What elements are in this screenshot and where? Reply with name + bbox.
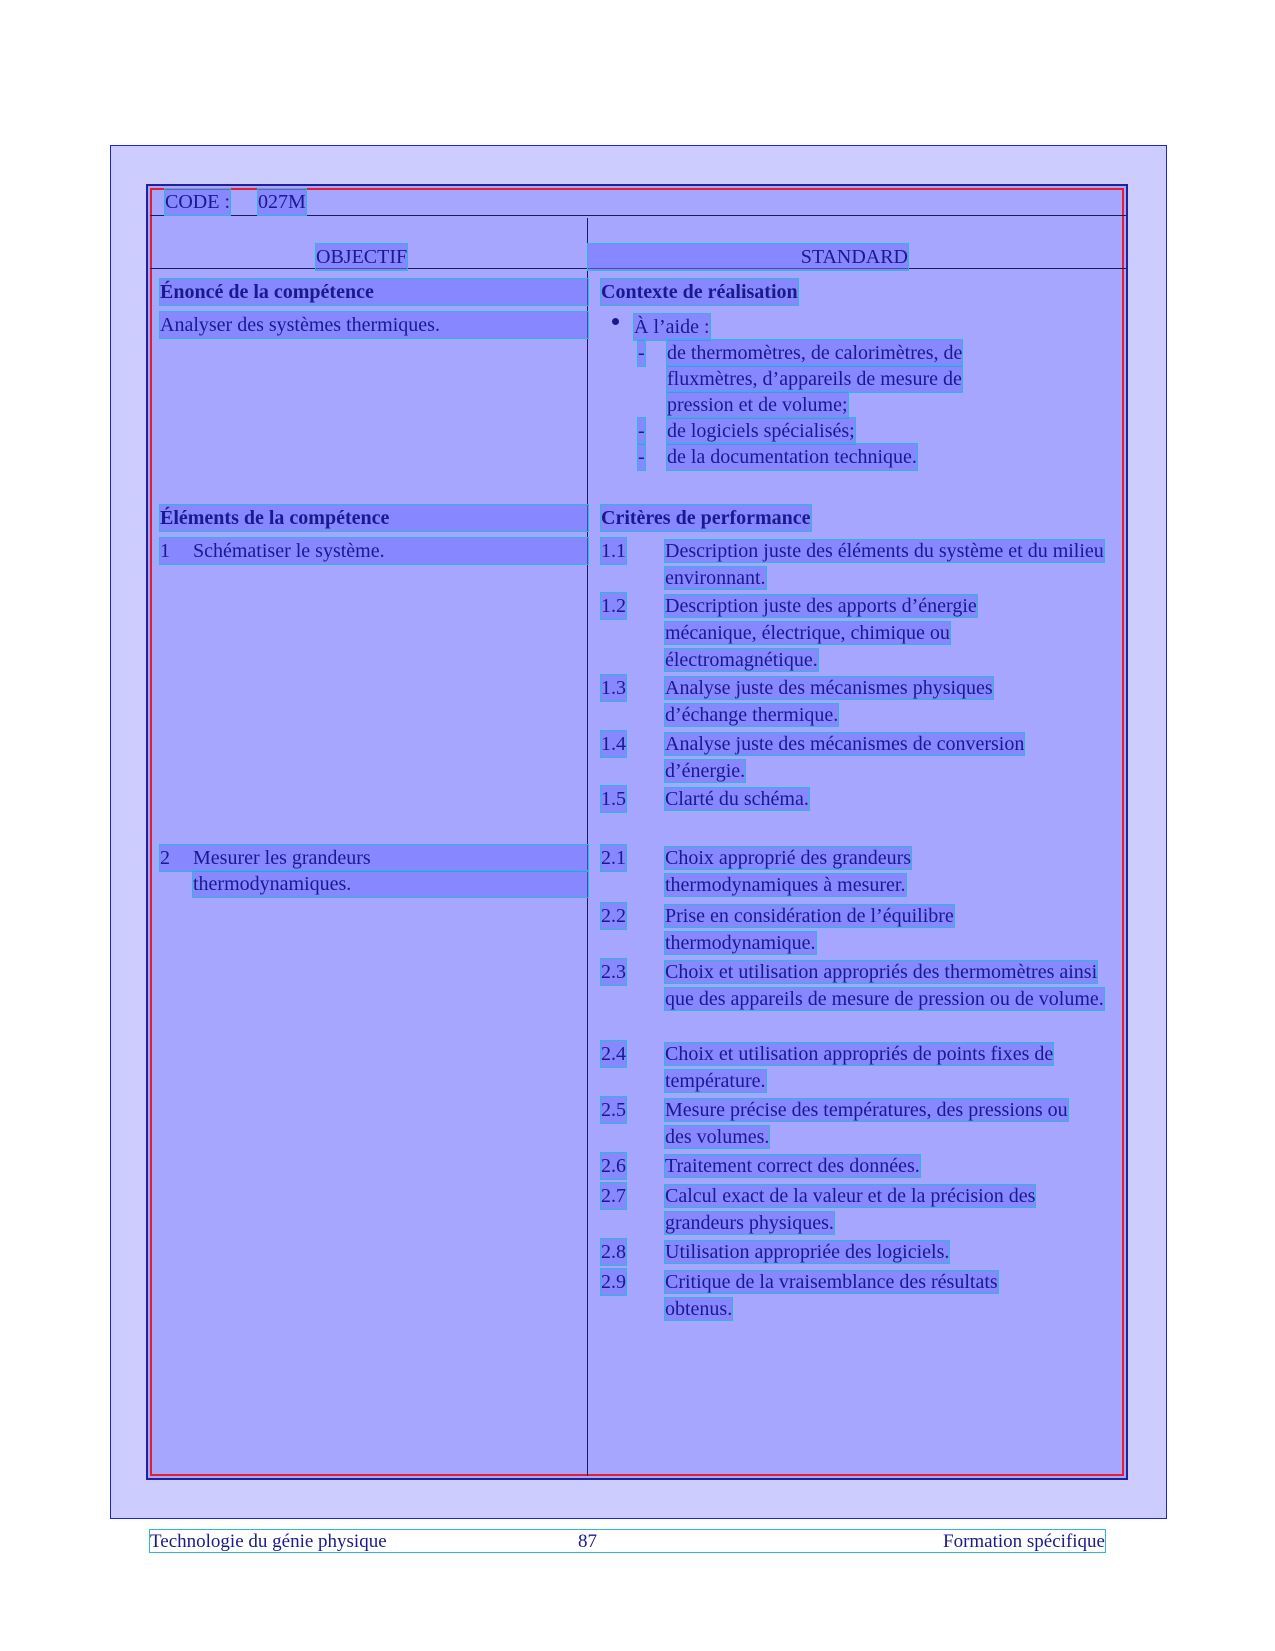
criterion-number: 1.5 [601,788,626,810]
criterion-text: Prise en considération de l’équilibre thermodynamique. [665,905,954,954]
context-intro: À l’aide : [634,316,710,338]
competence-heading: Énoncé de la compétence [160,279,588,305]
dash-icon: - [638,420,645,442]
criterion-number: 2.9 [601,1271,626,1293]
element-1 [160,538,588,564]
criterion-text: Choix et utilisation appropriés des thermomètres ainsi que des appareils de mesure de pression ou de volume. [665,961,1104,1010]
criterion-text: Traitement correct des données. [665,1155,920,1177]
criterion-number: 2.5 [601,1099,626,1121]
footer-right-text: Formation spécifique [943,1531,1105,1552]
criterion-2-6 [665,1153,1110,1180]
criterion-number: 2.1 [601,847,626,869]
column-header-standard-text: STANDARD [800,246,908,268]
element-text-line-1: Mesurer les grandeurs [193,847,371,869]
criterion-number: 1.1 [601,540,626,562]
criterion-text: Analyse juste des mécanismes de conversion d’énergie. [665,733,1025,782]
criterion-number: 1.2 [601,595,626,617]
element-text-line-2: thermodynamiques. [193,873,352,895]
criterion-number: 1.4 [601,733,626,755]
elements-heading: Éléments de la compétence [160,505,588,531]
code-row-divider [150,215,1126,216]
context-heading: Contexte de réalisation [601,281,798,303]
criterion-1-3 [665,675,1030,729]
criterion-text: Utilisation appropriée des logiciels. [665,1241,950,1263]
criterion-text: Clarté du schéma. [665,788,809,810]
criterion-text: Description juste des apports d’énergie mécanique, électrique, chimique ou électromagnétique. [665,595,977,671]
criterion-2-9 [665,1269,1045,1323]
criterion-number: 2.7 [601,1185,626,1207]
element-number: 1 [160,540,170,562]
criterion-1-4 [665,731,1065,785]
criterion-text: Choix approprié des grandeurs thermodynamiques à mesurer. [665,847,912,896]
criterion-2-1 [665,845,945,899]
criterion-1-1 [665,538,1110,592]
criterion-text: Critique de la vraisemblance des résultats obtenus. [665,1271,998,1320]
criterion-number: 2.3 [601,961,626,983]
criterion-2-8 [665,1239,1110,1266]
context-item-1-line-1: de thermomètres, de calorimètres, de [667,342,963,364]
criteria-heading: Critères de performance [601,507,811,529]
criterion-text: Calcul exact de la valeur et de la précision des grandeurs physiques. [665,1185,1036,1234]
page-number: 87 [578,1531,597,1552]
column-header-objectif: OBJECTIF [316,246,408,268]
element-number: 2 [160,847,170,869]
competence-statement: Analyser des systèmes thermiques. [160,312,588,338]
code-label: CODE : [165,191,230,213]
element-2-line-2 [193,871,588,897]
dash-icon: - [638,342,645,364]
criterion-text: Mesure précise des températures, des pressions ou des volumes. [665,1099,1068,1148]
criterion-text: Description juste des éléments du système et du milieu environnant. [665,540,1104,589]
element-text: Schématiser le système. [193,540,385,562]
criterion-2-7 [665,1183,1085,1237]
criterion-number: 2.2 [601,905,626,927]
dash-icon: - [638,446,645,468]
criterion-text: Analyse juste des mécanismes physiques d’échange thermique. [665,677,993,726]
column-header-standard [588,244,908,270]
bullet-icon [612,318,619,325]
criterion-2-5 [665,1097,1095,1151]
footer-right [800,1530,1105,1554]
context-item-1-line-3: pression et de volume; [667,394,848,416]
criterion-number: 2.6 [601,1155,626,1177]
criterion-text: Choix et utilisation appropriés de points fixes de température. [665,1043,1054,1092]
footer-left: Technologie du génie physique [150,1531,387,1552]
criterion-number: 2.4 [601,1043,626,1065]
criterion-1-2 [665,593,1010,674]
criterion-1-5 [665,786,1110,813]
context-item-1-line-2: fluxmètres, d’appareils de mesure de [667,368,962,390]
code-value: 027M [258,191,306,213]
context-item-2: de logiciels spécialisés; [667,420,855,442]
criterion-number: 2.8 [601,1241,626,1263]
element-2 [160,845,588,871]
context-item-3: de la documentation technique. [667,446,917,468]
criterion-2-2 [665,903,995,957]
criterion-number: 1.3 [601,677,626,699]
criterion-2-3 [665,959,1105,1013]
criterion-2-4 [665,1041,1105,1095]
